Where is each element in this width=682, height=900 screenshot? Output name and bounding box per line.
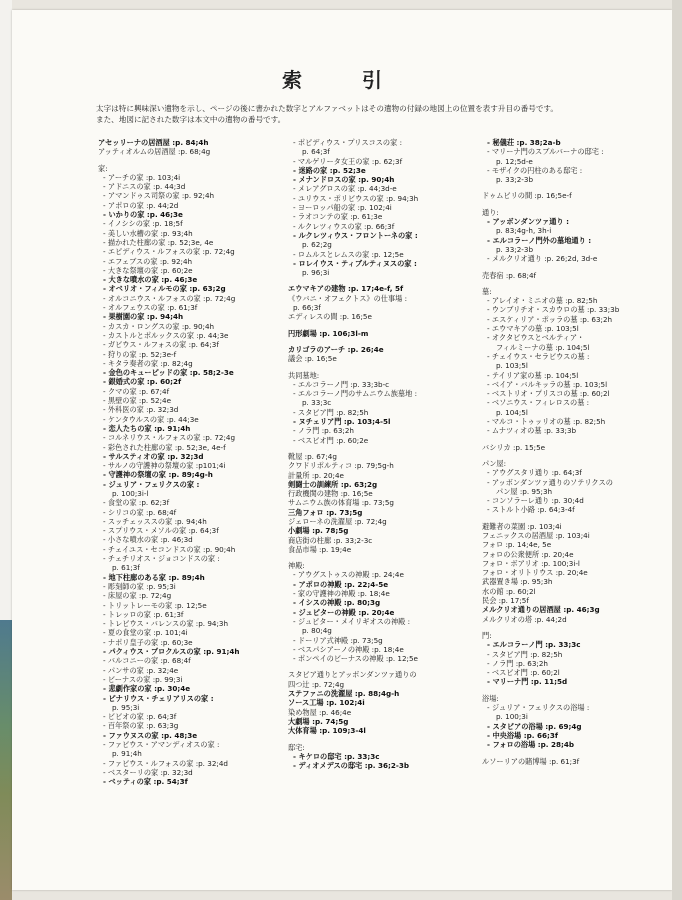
index-heading: 避難者の菜園 :p. 103;4i: [482, 521, 562, 531]
index-entry: - 家の守護神の神殿 :p. 18;4e: [293, 589, 390, 599]
index-heading: ルソーリアの賭博場 :p. 61;3f: [482, 756, 580, 766]
index-heading: 議会 :p. 16;5e: [288, 354, 337, 364]
index-entry: - ヨーロッパ船の家 :p. 102;4i: [293, 203, 392, 213]
index-heading: 染め物屋 :p. 46;4e: [288, 707, 352, 717]
index-group: [288, 138, 498, 277]
index-heading: 行政機関の建物 :p. 16;5e: [288, 489, 373, 499]
index-entry: - テイリア家の墓 :p. 104;5l: [487, 370, 579, 380]
index-entry: - 迷路の家 :p. 52;3e: [293, 165, 366, 175]
index-heading: アッティオルムの居酒屋 :p. 68;4g: [98, 147, 211, 157]
index-entry: - メレアグロスの家 :p. 44;3d-e: [293, 184, 397, 194]
index-entry: - 大きな噴水の家 :p. 46;3e: [103, 275, 198, 285]
index-entry: - スタビア門 :p. 82;5h: [487, 649, 563, 659]
index-heading: メルクリオ通りの居酒屋 :p. 46;3g: [482, 605, 600, 615]
index-entry: - 彫刻師の家 :p. 95;3i: [103, 581, 176, 591]
index-entry: p. 33;2-3b: [496, 244, 534, 254]
index-entry: - ノラ門 :p. 63;2h: [293, 426, 354, 436]
index-entry: - アポロの神殿 :p. 22;4-5e: [293, 579, 389, 589]
index-heading: バシリカ :p. 15;5e: [482, 442, 546, 452]
index-heading: ドゥムビリの間 :p. 16;5e-f: [482, 191, 572, 201]
index-entry: - 百年祭の家 :p. 63;3g: [103, 721, 179, 731]
index-group: [482, 287, 672, 436]
index-heading: 商店街の柱廊 :p. 33;2-3c: [288, 535, 373, 545]
index-entry: p. 83;4g-h, 3h-i: [496, 226, 552, 236]
index-entry: - ジュリア・フェリクスの家 :: [103, 479, 200, 489]
index-heading: 靴屋 :p. 67;4g: [288, 451, 337, 461]
index-heading: エウマキアの建物 :p. 17;4e-f, 5f: [288, 284, 404, 294]
index-heading: スタビア通りとアッボンダンツァ通りの: [288, 670, 417, 680]
index-heading: 墓:: [482, 286, 492, 296]
index-entry: - 中央浴場 :p. 66;3f: [487, 730, 558, 740]
index-entry: - ベスビオ門 :p. 60;2e: [293, 435, 369, 445]
index-entry: - ピナリウス・チェリアリスの家 :: [103, 693, 214, 703]
index-entry: - トレビウス・バレンスの家 :p. 94;3h: [103, 619, 229, 629]
index-entry: - ジュピターの神殿 :p. 20;4e: [293, 607, 395, 617]
index-heading: 共同墓地:: [288, 370, 320, 380]
index-heading: 食品市場 :p. 19;4e: [288, 544, 352, 554]
index-entry: p. 100;3i: [496, 712, 528, 722]
index-entry: - オベリオ・フィルモの家 :p. 63;2g: [103, 284, 226, 294]
index-heading: 邸宅:: [288, 742, 305, 752]
index-entry: - アーチの家 :p. 103;4i: [103, 172, 181, 182]
index-heading: パン屋:: [482, 458, 506, 468]
index-group: [288, 452, 498, 554]
index-entry: - スッチェッススの家 :p. 94;4h: [103, 516, 207, 526]
index-entry: - 外科医の家 :p. 32;3d: [103, 405, 179, 415]
index-entry: - ベスターリの家 :p. 32;3d: [103, 767, 193, 777]
index-entry: - キタラ奏者の家 :p. 82;4g: [103, 358, 193, 368]
index-entry: p. 96;3i: [302, 268, 330, 278]
index-heading: 民会 :p. 17;5f: [482, 596, 529, 606]
index-entry: - ユリウス・ポリビウスの家 :p. 94;3h: [293, 193, 419, 203]
index-heading: 三角フォロ :p. 73;5g: [288, 507, 363, 517]
index-entry: - チェチリオス・ジョコンドスの家 :: [103, 554, 220, 564]
index-entry: - ポンペイのビーナスの神殿 :p. 12;5e: [293, 654, 418, 664]
index-entry: p. 104;5l: [496, 407, 528, 417]
index-entry: - キケロの邸宅 :p. 33;3c: [293, 751, 380, 761]
index-group: [482, 191, 672, 200]
index-entry: - 銀婚式の家 :p. 60;2f: [103, 377, 182, 387]
index-entry: - 悲劇作家の家 :p. 30;4e: [103, 684, 191, 694]
index-heading: 《ウバニ・オフェクトス》の仕事場 :: [288, 293, 408, 303]
index-entry: - アウグストゥスの神殿 :p. 24;4e: [293, 570, 404, 580]
index-page: [12, 10, 672, 890]
index-group: [482, 694, 672, 750]
index-entry: - 小さな噴水の家 :p. 46;3d: [103, 535, 193, 545]
index-entry: - スタビア門 :p. 82;5h: [293, 407, 369, 417]
index-heading: 大劇場 :p. 74;5g: [288, 716, 349, 726]
index-heading: 門:: [482, 630, 492, 640]
index-entry: p. 66;3f: [293, 303, 321, 313]
index-entry: p. 62;2g: [302, 240, 332, 250]
index-entry: - サルノの守護神の祭壇の家 :p101;4i: [103, 461, 226, 471]
index-entry: - エスケィリア・ポッラの墓 :p. 63;2h: [487, 314, 613, 324]
index-entry: - ナポリ皇子の家 :p. 60;3e: [103, 637, 193, 647]
index-entry: - ファビウス・アマンディオスの家 :: [103, 740, 220, 749]
index-entry: - いかりの家 :p. 46;3e: [103, 210, 183, 220]
index-entry: - ポピディウス・プリスコスの家 :: [293, 138, 402, 147]
index-entry: パン屋 :p. 95;3h: [496, 486, 553, 496]
index-entry: p. 80;4g: [302, 626, 332, 636]
index-entry: - 地下柱廊のある家 :p. 89;4h: [103, 572, 205, 582]
index-entry: - カスカ・ロングスの家 :p. 90;4h: [103, 321, 215, 331]
index-entry: - 黒壁の家 :p. 52;4e: [103, 396, 172, 406]
index-group: [482, 522, 672, 624]
index-entry: - クマの家 :p. 67;4f: [103, 386, 170, 396]
index-entry: - パクィウス・プロクルスの家 :p. 91;4h: [103, 647, 240, 657]
index-entry: p. 64;3f: [302, 147, 330, 157]
index-entry: - 床屋の家 :p. 72;4g: [103, 591, 172, 601]
index-entry: - 食堂の家 :p. 62;3f: [103, 498, 170, 508]
index-entry: - アポロの家 :p. 44;2d: [103, 200, 179, 210]
index-entry: - アマンドゥス司祭の家 :p. 92;4h: [103, 191, 215, 201]
index-entry: - ベソニウス・フィレロスの墓 :: [487, 398, 590, 408]
index-entry: - ノラ門 :p. 63;2h: [487, 658, 548, 668]
index-entry: - イシスの神殿 :p. 80;3g: [293, 598, 381, 608]
index-heading: フェニックスの居酒屋 :p. 103;4i: [482, 530, 590, 540]
index-entry: - 金色のキューピッドの家 :p. 58;2-3e: [103, 368, 234, 378]
adjacent-page-photo: [0, 620, 12, 900]
index-entry: - 美しい水槽の家 :p. 93;4h: [103, 228, 193, 238]
index-entry: - マリーナ門 :p. 11;5d: [487, 677, 568, 687]
index-group: [288, 345, 498, 364]
index-entry: p. 91;4h: [112, 749, 142, 759]
index-group: [288, 371, 498, 445]
index-group: [98, 138, 288, 157]
index-entry: p. 100;3i-l: [112, 488, 149, 498]
index-entry: - イノシシの家 :p. 18;5f: [103, 219, 183, 229]
index-heading: 計量所 :p. 20;4e: [288, 470, 344, 480]
index-column-2: [288, 138, 498, 777]
index-entry: - オルコニウス・ルフォスの家 :p. 72;4g: [103, 293, 236, 303]
adjacent-page-edge: [0, 0, 12, 620]
intro-line: 太字は特に興味深い遺物を示し、ページの後に書かれた数字とアルファベットはその遺物の付録の地図上の位置を表す升目の番号です。: [96, 104, 558, 113]
page-title: 索 引: [282, 68, 402, 92]
index-entry: - ジュピター・メイリギオスの神殿 :: [293, 616, 411, 626]
index-entry: p. 95;3i: [112, 702, 140, 712]
index-group: [482, 208, 672, 264]
index-entry: - エルコラーノ門 :p. 33;3c: [487, 640, 581, 650]
index-entry: - エルコラーノ門外の墓地通り :: [487, 235, 592, 245]
index-entry: - モザイクの円柱のある邸宅 :: [487, 165, 583, 175]
index-entry: - 守護神の祭壇の家 :p. 89;4g-h: [103, 470, 213, 480]
index-entry: - バルコニーの家 :p. 68;4f: [103, 656, 191, 666]
index-group: [288, 329, 498, 338]
index-entry: - 夏の食堂の家 :p. 101;4i: [103, 628, 188, 638]
index-entry: p. 33;2-3b: [496, 175, 534, 185]
index-entry: - エルコラーノ門のサムニウム族墓地 :: [293, 389, 418, 399]
index-entry: フィルミーナの墓 :p. 104;5l: [496, 342, 590, 352]
index-entry: - エルコラーノ門 :p. 33;3b-c: [293, 379, 390, 389]
index-entry: - ビーナスの家 :p. 99;3i: [103, 674, 183, 684]
index-heading: クワドリポルティコ :p. 79;5g-h: [288, 461, 394, 471]
index-entry: - 彩色された柱廊の家 :p. 52;3e, 4e-f: [103, 442, 226, 452]
index-heading: エディレスの間 :p. 16;5e: [288, 312, 372, 322]
index-entry: - カストルとポルックスの家 :p. 44;3e: [103, 330, 229, 340]
index-entry: - コンソラーレ通り :p. 30;4d: [487, 496, 584, 506]
index-heading: メルクリオの塔 :p. 44;2d: [482, 614, 567, 624]
index-group: [482, 271, 672, 280]
index-heading: 神殿:: [288, 561, 305, 571]
index-group: [482, 459, 672, 515]
index-entry: - チェイユス・セコンドスの家 :p. 90;4h: [103, 544, 236, 554]
index-entry: - アッボンダンツァ通り :: [487, 217, 569, 227]
index-entry: - アウグスタリ通り :p. 64;3f: [487, 468, 582, 478]
index-entry: - コルネリウス・ルフォスの家 :p. 72;4g: [103, 433, 236, 443]
index-entry: - ガビウス・ルフォスの家 :p. 64;3f: [103, 340, 219, 350]
index-group: [482, 757, 672, 766]
index-heading: ジェローネの洗濯屋 :p. 72;4g: [288, 516, 387, 526]
index-entry: - ケンタウルスの家 :p. 44;3e: [103, 414, 199, 424]
index-entry: - アッボンダンツァ通りのソテリクスの: [487, 477, 613, 487]
index-entry: - ストルト小路 :p. 64;3-4f: [487, 505, 575, 515]
index-heading: サムニウム族の体育場 :p. 73;5g: [288, 498, 394, 508]
index-heading: ステファニの洗濯屋 :p. 88;4g-h: [288, 689, 400, 699]
index-entry: - フォロの浴場 :p. 28;4b: [487, 740, 575, 750]
index-entry: - ルクレツィウス・フロントーネの家 :: [293, 230, 418, 240]
index-entry: p. 12;5d-e: [496, 156, 533, 166]
index-group: [482, 443, 672, 452]
index-entry: - ファビウス・ルフォスの家 :p. 32;4d: [103, 758, 228, 768]
index-heading: ソース工場 :p. 102;4i: [288, 698, 365, 708]
index-entry: p. 61;3f: [112, 563, 140, 573]
index-group: [288, 670, 498, 735]
index-entry: - ルクレツィウスの家 :p. 66;3f: [293, 221, 395, 231]
index-entry: - ベスビオ門 :p. 60;2l: [487, 668, 560, 678]
index-column-1: [98, 138, 288, 793]
index-entry: - ベストリオ・プリスコの墓 :p. 60;2l: [487, 389, 610, 399]
index-entry: - シリコの家 :p. 68;4f: [103, 507, 177, 517]
index-entry: - エフェブスの家 :p. 92;4h: [103, 256, 193, 266]
index-entry: - 描かれた柱廊の家 :p. 52;3e, 4e: [103, 237, 214, 247]
index-heading: フォロの公衆便所 :p. 20;4e: [482, 549, 574, 559]
index-entry: - ムナツィオの墓 :p. 33;3b: [487, 426, 577, 436]
index-entry: - 大きな祭壇の家 :p. 60;2e: [103, 265, 193, 275]
index-entry: - エピディウス・ルフォスの家 :p. 72;4g: [103, 247, 235, 257]
page-gutter: [672, 0, 682, 900]
index-heading: フォロ :p. 14;4e, 5e: [482, 540, 552, 550]
index-heading: アセッリーナの居酒屋 :p. 84;4h: [98, 138, 209, 147]
index-entry: - ディオメデスの邸宅 :p. 36;2-3b: [293, 761, 409, 771]
index-entry: - パンサの家 :p. 32;4e: [103, 665, 179, 675]
index-heading: 売春宿 :p. 68;4f: [482, 270, 537, 280]
index-entry: - ファウヌスの家 :p. 48;3e: [103, 730, 198, 740]
index-heading: フォロ・ボアリオ :p. 100;3i-l: [482, 558, 580, 568]
index-group: [288, 284, 498, 321]
index-entry: - オクタビウスとベルティア・: [487, 333, 585, 343]
index-entry: - メナンドロスの家 :p. 90;4h: [293, 175, 395, 185]
index-entry: - オルフェウスの家 :p. 61;3f: [103, 303, 198, 313]
index-entry: - エウマキアの墓 :p. 103;5l: [487, 324, 579, 334]
index-entry: p. 33;3c: [302, 398, 332, 408]
index-entry: - ベスパシアーノの神殿 :p. 18;4e: [293, 644, 404, 654]
index-entry: - ドーリア式神殿 :p. 73;5g: [293, 635, 383, 645]
index-entry: - チェイウス・セラビウスの墓 :: [487, 351, 590, 361]
index-group: [288, 561, 498, 663]
index-group: [482, 138, 672, 184]
index-group: [482, 631, 672, 687]
index-entry: - ロレイウス・ティブルティヌスの家 :: [293, 258, 417, 268]
index-entry: - マルコ・トゥッリオの墓 :p. 82;5h: [487, 417, 606, 427]
index-entry: - 狩りの家 :p. 52;3e-f: [103, 349, 177, 359]
index-heading: 四つ辻 :p. 72;4g: [288, 679, 345, 689]
index-entry: - メルクリオ通り :p. 26;2d, 3d-e: [487, 254, 598, 264]
index-entry: - ロムルスとレムスの家 :p. 12;5e: [293, 249, 404, 259]
index-heading: 通り:: [482, 207, 499, 217]
index-entry: - 秘儀荘 :p. 38;2a-b: [487, 138, 561, 147]
index-entry: - マリーナ門のスブルバーナの邸宅 :: [487, 147, 604, 157]
index-heading: 武器置き場 :p. 95;3h: [482, 577, 553, 587]
index-entry: - 果樹園の家 :p. 94;4h: [103, 312, 184, 322]
index-entry: - マルゲリータ女王の家 :p. 62;3f: [293, 156, 403, 166]
index-entry: - スタビアの浴場 :p. 69;4g: [487, 721, 582, 731]
intro-line: また、地図に記された数字は本文中の遺物の番号です。: [96, 115, 286, 124]
index-entry: - ビビオの家 :p. 64;3f: [103, 712, 177, 722]
index-entry: - ラオコンテの家 :p. 61;3e: [293, 212, 383, 222]
index-heading: フォロ・オリトリウス :p. 20;4e: [482, 568, 588, 578]
index-group: [288, 743, 498, 771]
index-heading: 円形劇場 :p. 106;3l-m: [288, 328, 369, 338]
index-entry: - アドニスの家 :p. 44;3d: [103, 182, 186, 192]
index-entry: - ベイア・バルキッラの墓 :p. 103;5l: [487, 379, 608, 389]
index-entry: - サルスティオの家 :p. 32;3d: [103, 451, 204, 461]
index-entry: - 恋人たちの家 :p. 91;4h: [103, 423, 191, 433]
index-heading: 浴場:: [482, 693, 499, 703]
index-heading: 剣闘士の訓練所 :p. 63;2g: [288, 479, 378, 489]
index-column-3: [482, 138, 672, 773]
index-heading: 小劇場 :p. 78;5g: [288, 526, 349, 536]
index-heading: 大体育場 :p. 109;3-4l: [288, 726, 366, 736]
index-entry: - ジュリア・フェリクスの浴場 :: [487, 703, 590, 713]
index-heading: 家:: [98, 163, 108, 173]
intro-note: [96, 103, 666, 125]
index-entry: - アレイオ・ミニオの墓 :p. 82;5h: [487, 296, 598, 306]
index-entry: - スプリウス・メソルの家 :p. 64;3f: [103, 526, 219, 536]
index-entry: - トリットレーモの家 :p. 12;5e: [103, 600, 207, 610]
index-entry: - ヌチェリア門 :p. 103;4-5l: [293, 417, 391, 427]
index-entry: - ウンブリチオ・スカウロの墓 :p. 33;3b: [487, 305, 620, 315]
index-group: [98, 164, 288, 787]
index-heading: 水の館 :p. 60;2l: [482, 586, 536, 596]
index-heading: カリゴラのアーチ :p. 26;4e: [288, 344, 384, 354]
index-entry: p. 103;5l: [496, 361, 528, 371]
index-entry: - ベッティの家 :p. 54;3f: [103, 777, 188, 787]
index-entry: - トレッロの家 :p. 61;3f: [103, 609, 184, 619]
